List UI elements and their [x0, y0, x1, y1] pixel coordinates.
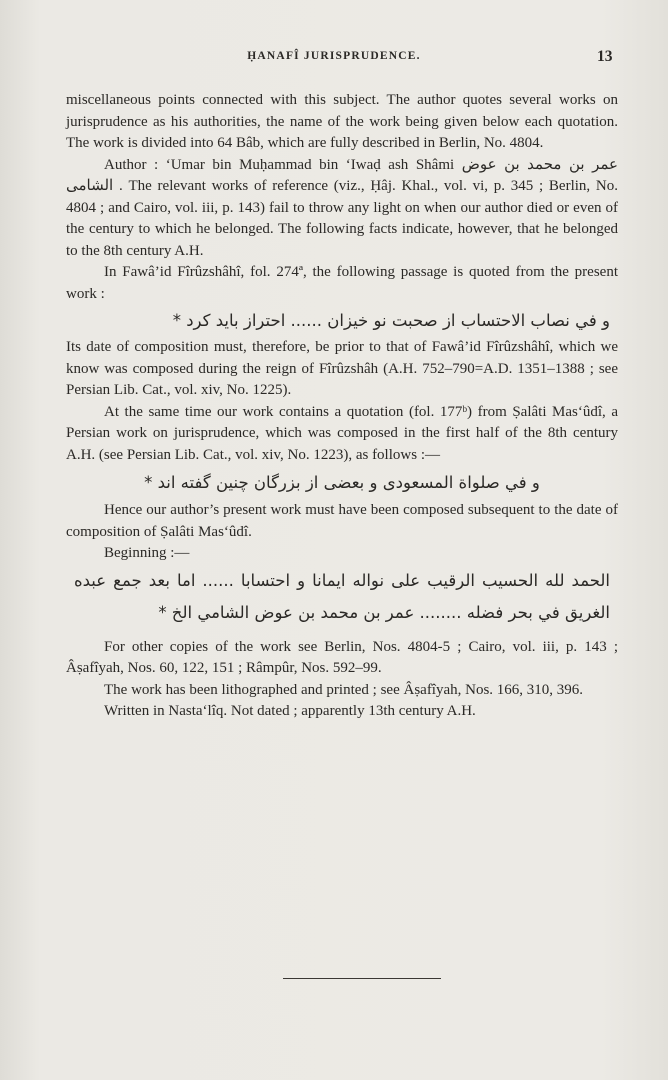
page-body: [66, 90, 618, 723]
paragraph-date-of-composition: Its date of composition must, therefore, be prior to that of Fawâ’id Fîrûzshâhî, which we know was composed during the reign of Fîrûzshâh (A.H. 752–790=A.D. 1351–1388 ; see Persian Lib. Cat., vol. xiv, No. 1225).: [66, 339, 618, 398]
paragraph-other-copies: For other copies of the work see Berlin, Nos. 4804-5 ; Cairo, vol. iii, p. 143 ; Âṣafîyah, Nos. 60, 122, 151 ; Râmpûr, Nos. 592–99.: [66, 638, 618, 676]
paragraph-conclusion: Hence our author’s present work must have been composed subsequent to the date of composition of Ṣalâti Mas‘ûdî.: [66, 502, 618, 540]
closing-rule: [283, 978, 441, 979]
paragraph-script: Written in Nasta‘lîq. Not dated ; apparently 13th century A.H.: [104, 703, 476, 719]
paragraph-works-quoted: miscellaneous points connected with this subject. The author quotes several works on jurisprudence as his authorities, the name of the work being given below each quotation. The work is divided into 64 Bâb, which are fully described in Berlin, No. 4804.: [66, 92, 618, 151]
spacer: [66, 629, 618, 637]
persian-quotation-salat: و في صلواة المسعودى و بعضى از بزرگان چنين گفته اند *: [144, 473, 540, 492]
paragraph-fawaid: In Fawâ’id Fîrûzshâhî, fol. 274ª, the following passage is quoted from the present work :: [66, 264, 618, 302]
running-title: ḤANAFÎ JURISPRUDENCE.: [247, 50, 421, 62]
page-number: 13: [597, 48, 613, 65]
persian-quotation-nisab: و في نصاب الاحتساب از صحبت نو خيزان ...... احتراز بايد كرد *: [172, 311, 610, 330]
paragraph-lithographed: The work has been lithographed and printed ; see Âṣafîyah, Nos. 166, 310, 396.: [104, 681, 584, 698]
paragraph-author: Author : ‘Umar bin Muḥammad bin ‘Iwaḍ ash Shâmi عمر بن محمد بن عوض الشامی . The relevant works of reference (viz., Ḥâj. Khal., vol. vi, p. 345 ; Berlin, No. 4804 ; and Cairo, vol. iii, p. 143) fail to throw any light on when our author died or even of the century to which he belonged. The following facts indicate, however, that he belonged to the 8th century A.H.: [66, 156, 618, 259]
arabic-opening-text: الحمد لله الحسيب الرقيب على نواله ايمانا و احتسابا ...... اما بعد جمع عبده الغريق في بحر فضله ........ عمر بن محمد بن عوض الشامي الخ *: [74, 570, 610, 622]
paragraph-beginning-label: Beginning :—: [104, 545, 190, 561]
paragraph-salati-masudi: At the same time our work contains a quotation (fol. 177ᵇ) from Ṣalâti Mas‘ûdî, a Persian work on jurisprudence, which was composed in the first half of the 8th century A.H. (see Persian Lib. Cat., vol. xiv, No. 1223), as follows :—: [66, 403, 618, 463]
